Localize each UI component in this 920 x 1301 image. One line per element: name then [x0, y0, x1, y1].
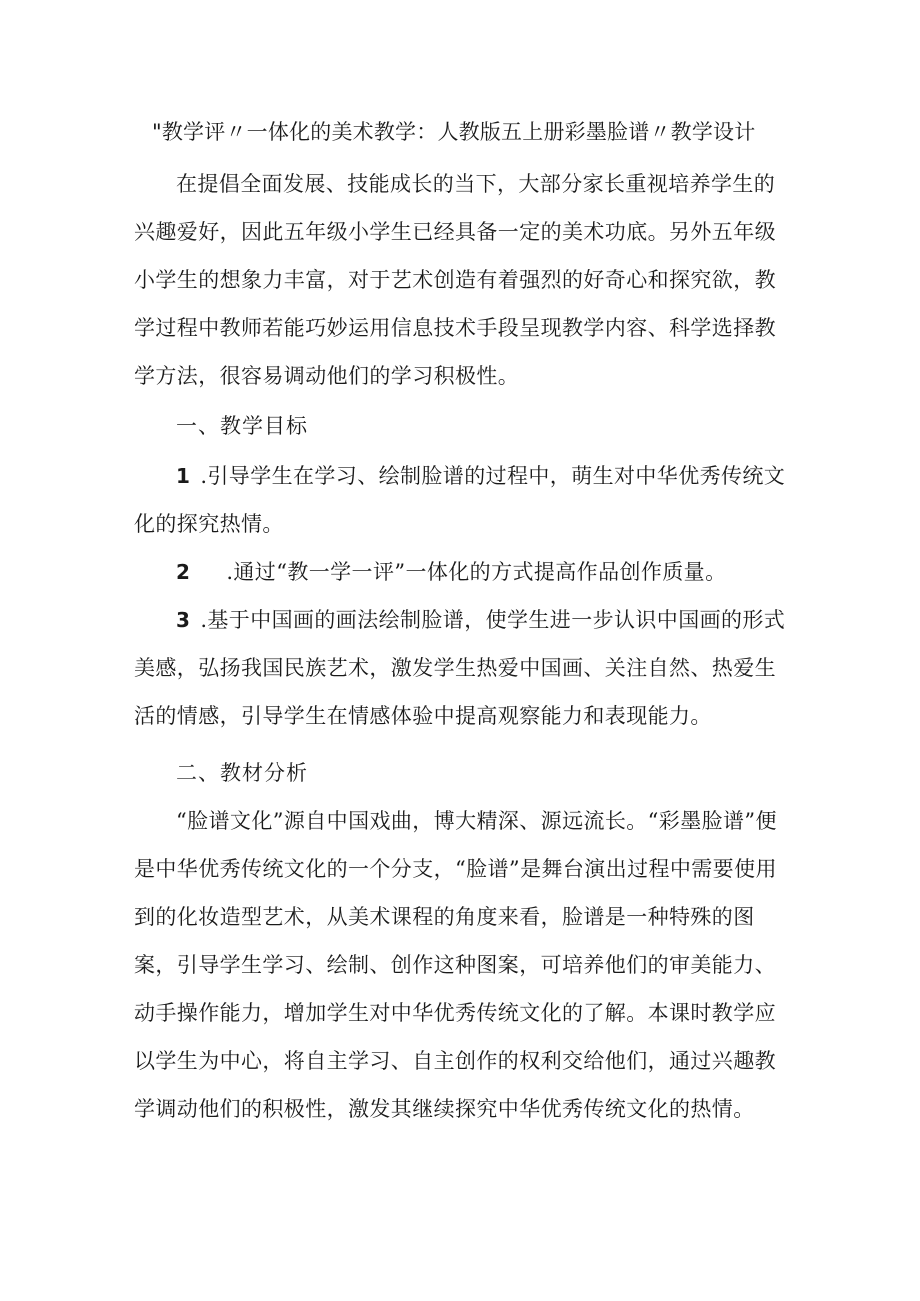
objective-item-2: [134, 548, 794, 596]
document-title: "教学评〃一体化的美术教学：人教版五上册彩墨脸谱〃教学设计: [152, 120, 756, 144]
section-heading-material: 二、教材分析: [176, 761, 308, 785]
intro-paragraph: 在提倡全面发展、技能成长的当下，大部分家长重视培养学生的兴趣爱好，因此五年级小学生已经具备一定的美术功底。另外五年级小学生的想象力丰富，对于艺术创造有着强烈的好奇心和探究欲，教学过程中教师若能巧妙运用信息技术手段呈现教学内容、科学选择教学方法，很容易调动他们的学习积极性。: [134, 172, 776, 388]
section-heading-objectives: 一、教学目标: [176, 414, 308, 438]
objective-number: 1: [176, 464, 191, 488]
objective-number: 2: [176, 560, 191, 584]
objective-number: 3: [176, 608, 191, 632]
objective-text: .引导学生在学习、绘制脸谱的过程中，萌生对中华优秀传统文化的探究热情。: [134, 464, 786, 536]
objective-text: .通过“教一学一评”一体化的方式提高作品创作质量。: [226, 560, 727, 584]
material-analysis-paragraph: “脸谱文化”源自中国戏曲，博大精深、源远流长。“彩墨脸谱”便是中华优秀传统文化的一个分支，“脸谱”是舞台演出过程中需要使用到的化妆造型艺术，从美术课程的角度来看，脸谱是一种特殊的图案，引导学生学习、绘制、创作这种图案，可培养他们的审美能力、动手操作能力，增加学生对中华优秀传统文化的了解。本课时教学应以学生为中心，将自主学习、自主创作的权利交给他们，通过兴趣教学调动他们的积极性，激发其继续探究中华优秀传统文化的热情。: [134, 809, 777, 1121]
objective-text: .基于中国画的画法绘制脸谱，使学生进一步认识中国画的形式美感，弘扬我国民族艺术，激发学生热爱中国画、关注自然、热爱生活的情感，引导学生在情感体验中提高观察能力和表现能力。: [134, 608, 786, 728]
objective-item-3: [134, 596, 794, 740]
objective-item-1: [134, 452, 794, 548]
